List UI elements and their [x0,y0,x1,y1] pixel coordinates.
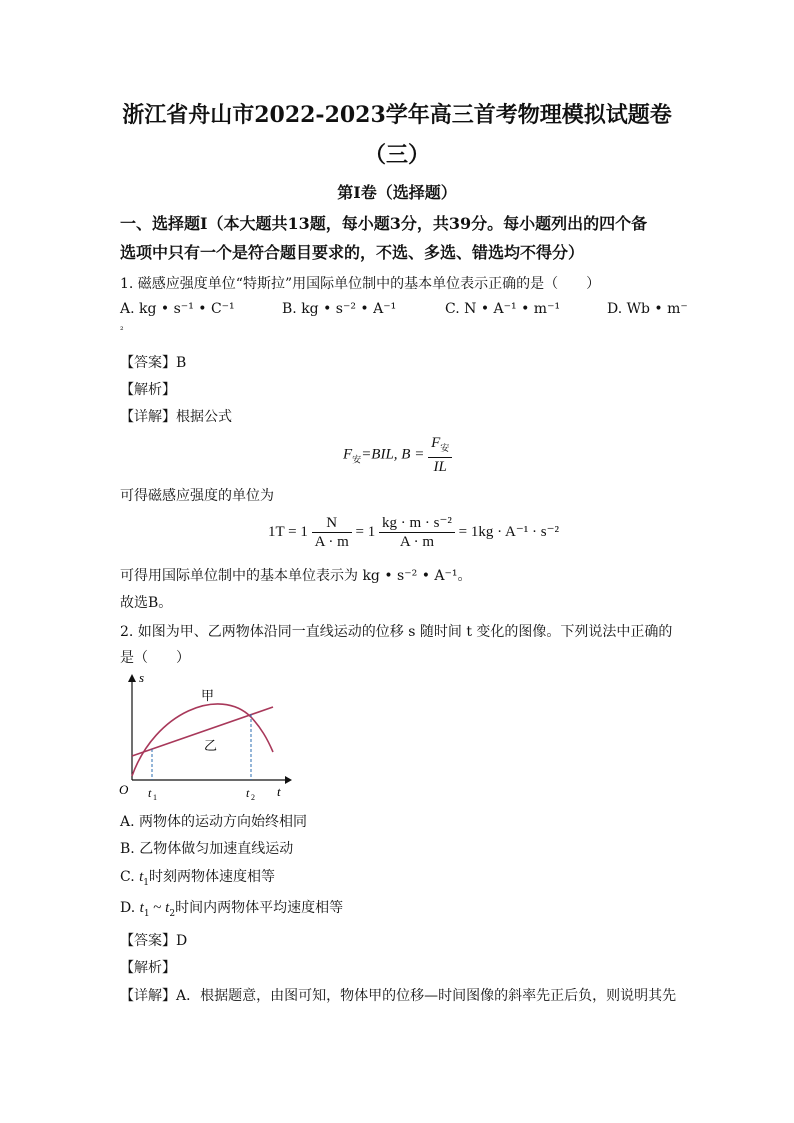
document-subtitle: （三） [363,142,430,168]
f2-rhs: = 1kg · A⁻¹ · s⁻² [458,523,560,540]
q2-option-d-prefix: D. [120,900,140,916]
q1-option-d: D. Wb • m⁻ [607,301,688,317]
part-heading-line1: 一、选择题Ⅰ（本大题共13题，每小题3分，共39分。每小题列出的四个备 [120,214,648,233]
q2-option-d-tilde: ~ [149,900,166,916]
q1-answer: 【答案】B [120,355,187,371]
q2-option-c-sub: 1 [143,877,150,888]
q2-option-c [120,866,275,888]
f2-frac2-den: A · m [399,534,435,550]
formula-tesla-units [268,514,559,551]
q2-stem-line1: 2. 如图为甲、乙两物体沿同一直线运动的位移 s 随时间 t 变化的图像。下列说法中正确的 [120,624,673,640]
q1-option-c: C. N • A⁻¹ • m⁻¹ [445,301,561,317]
q2-analysis-label: 【解析】 [120,960,176,976]
q2-option-a: A. 两物体的运动方向始终相同 [120,814,308,830]
q1-option-a: A. kg • s⁻¹ • C⁻¹ [120,301,235,317]
q2-option-d-sub2: 2 [169,908,176,919]
f2-frac2 [379,514,455,551]
q2-stem-line2: 是（ ） [120,650,190,666]
q2-detail [120,985,676,1005]
formula-frac-num: F [431,435,441,451]
q2-answer: 【答案】D [120,933,188,949]
formula-F: F [343,446,353,463]
q1-option-b: B. kg • s⁻² • A⁻¹ [282,301,397,317]
f2-frac1-den: A · m [314,534,349,550]
q1-detail-text: 根据公式 [176,409,232,425]
label-yi: 乙 [204,739,218,754]
axis-label-s: s [139,670,145,685]
q2-option-c-prefix: C. [120,869,140,885]
f2-frac1 [312,514,352,551]
label-t2: t [246,786,250,800]
f2-eq: = 1 [355,523,376,540]
q1-stem: 1. 磁感应强度单位“特斯拉”用国际单位制中的基本单位表示正确的是（ ） [120,276,601,292]
q1-detail-label: 【详解】 [120,409,176,425]
q2-option-d-t2: t [165,900,170,916]
axis-label-t: t [277,784,281,799]
formula-b-definition [343,434,452,476]
formula-F-sub: 安 [352,454,362,465]
q2-detail-text: A．根据题意，由图可知，物体甲的位移—时间图像的斜率先正后负，则说明其先 [176,988,677,1004]
y-axis-arrow [128,674,136,682]
formula-frac-den: IL [433,459,447,475]
q2-option-d-sub1: 1 [143,908,150,919]
q1-unit-line: 可得磁感应强度的单位为 [120,488,274,504]
q2-detail-label: 【详解】 [120,988,176,1004]
q2-option-c-t: t [139,869,144,885]
x-axis-arrow [285,776,292,784]
origin-label: O [119,782,129,797]
section-title: 第Ⅰ卷（选择题） [337,183,457,202]
label-jia: 甲 [201,689,215,704]
part-heading-line2: 选项中只有一个是符合题目要求的，不选、多选、错选均不得分） [120,243,585,262]
q2-option-d-t1: t [139,900,144,916]
q1-detail [120,406,232,426]
f2-frac1-num: N [312,514,352,533]
f2-frac2-num: kg · m · s⁻² [379,514,455,533]
q2-graph [115,670,295,806]
q1-result-line: 可得用国际单位制中的基本单位表示为 kg • s⁻² • A⁻¹。 [120,568,472,584]
label-t1: t [148,786,152,800]
document-title: 浙江省舟山市2022-2023学年高三首考物理模拟试题卷 [122,102,672,128]
q2-option-d-rest: 时间内两物体平均速度相等 [175,900,344,916]
label-t1-sub: 1 [153,793,157,802]
formula-eq1: =BIL, B = [361,446,425,463]
q2-option-b: B. 乙物体做匀加速直线运动 [120,841,294,857]
formula-fraction [428,434,452,476]
f2-lhs: 1T = 1 [268,523,308,540]
formula-frac-num-sub: 安 [440,443,450,453]
q1-analysis-label: 【解析】 [120,382,176,398]
q2-option-c-rest: 时刻两物体速度相等 [149,869,276,885]
q2-option-d [120,897,343,919]
q1-option-d-wrap: ² [120,326,124,336]
line-yi [132,707,273,756]
label-t2-sub: 2 [251,793,255,802]
q1-choice-line: 故选B。 [120,595,173,611]
